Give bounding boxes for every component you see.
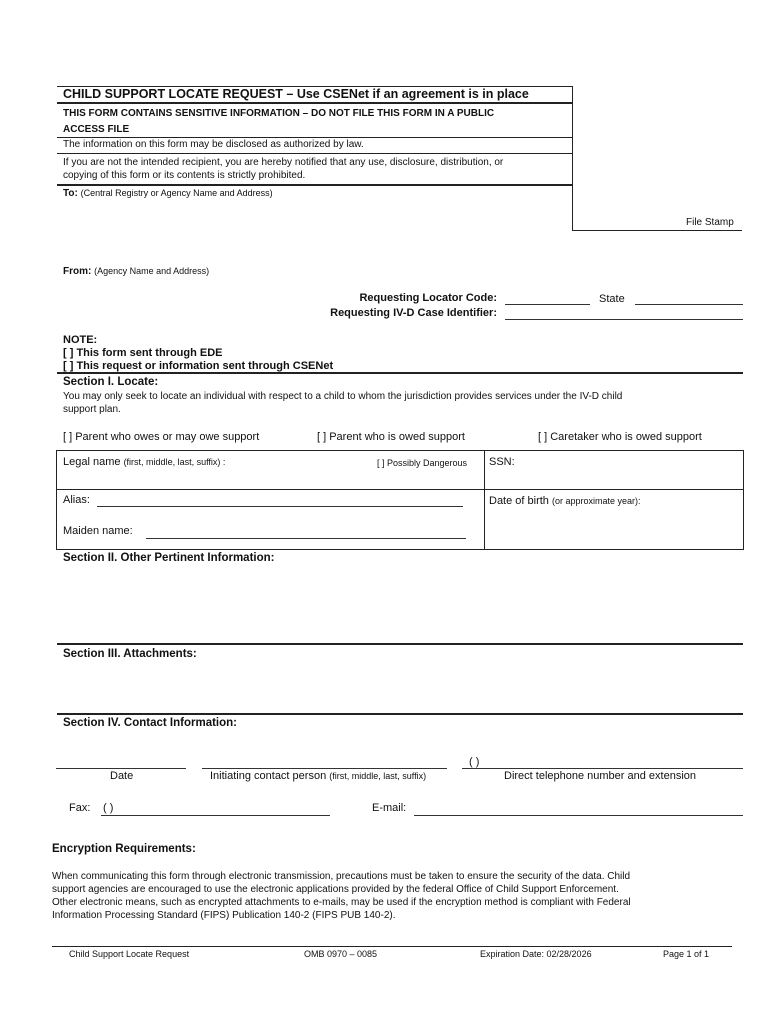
section-1-title: Section I. Locate: xyxy=(63,376,159,388)
maiden-name-label: Maiden name: xyxy=(63,525,133,537)
section-rule xyxy=(57,643,743,645)
encryption-text: Other electronic means, such as encrypted attachments to e-mails, may be used if the encryption method is compliant with Federal xyxy=(52,897,631,908)
person-box-divider xyxy=(56,489,744,490)
sensitive-warning-cont: ACCESS FILE xyxy=(63,124,130,135)
footer-omb: OMB 0970 – 0085 xyxy=(304,949,378,959)
file-stamp-border xyxy=(572,230,742,231)
fax-area-code: ( ) xyxy=(103,802,114,814)
csenet-checkbox[interactable]: [ ] This request or information sent through CSENet xyxy=(63,360,334,372)
email-field[interactable] xyxy=(414,802,743,816)
footer-form-name: Child Support Locate Request xyxy=(69,949,190,959)
legal-name-line xyxy=(63,456,225,468)
ssn-label: SSN: xyxy=(489,456,515,468)
section-3-title: Section III. Attachments: xyxy=(63,648,197,660)
footer-page: Page 1 of 1 xyxy=(663,949,710,959)
contact-person-field[interactable] xyxy=(202,756,447,769)
case-id-field[interactable] xyxy=(505,307,743,320)
section-1-text-cont: support plan. xyxy=(63,404,121,415)
maiden-name-field[interactable] xyxy=(146,526,466,539)
fax-label: Fax: xyxy=(69,802,91,814)
encryption-text: Information Processing Standard (FIPS) Publication 140-2 (FIPS PUB 140-2). xyxy=(52,910,396,921)
date-field[interactable] xyxy=(56,756,186,769)
recipient-notice: If you are not the intended recipient, you are hereby notified that any use, disclosure, distribution, or xyxy=(63,157,504,168)
fax-field[interactable] xyxy=(101,802,330,816)
section-2-title: Section II. Other Pertinent Information: xyxy=(63,552,275,564)
pertinent-info-area[interactable] xyxy=(57,568,743,642)
header-rule xyxy=(57,137,573,138)
dob-hint: (or approximate year): xyxy=(551,496,641,506)
note-label: NOTE: xyxy=(63,334,98,346)
header-rule xyxy=(57,153,573,154)
encryption-text: When communicating this form through electronic transmission, precautions must be taken to ensure the security of the data. Child xyxy=(52,871,631,882)
contact-person-hint: (first, middle, last, suffix) xyxy=(329,771,427,781)
footer-expiration: Expiration Date: 02/28/2026 xyxy=(480,949,592,959)
phone-field[interactable] xyxy=(462,756,743,769)
to-line xyxy=(63,188,273,199)
file-stamp-border xyxy=(572,86,573,231)
alias-label: Alias: xyxy=(63,494,90,506)
case-id-label: Requesting IV-D Case Identifier: xyxy=(330,307,497,319)
file-stamp-label: File Stamp xyxy=(686,217,734,228)
locator-code-field[interactable] xyxy=(505,292,590,305)
person-box-divider xyxy=(484,450,485,549)
phone-area-code: ( ) xyxy=(469,756,480,768)
attachments-area[interactable] xyxy=(57,664,743,712)
recipient-notice-cont: copying of this form or its contents is strictly prohibited. xyxy=(63,170,306,181)
phone-label: Direct telephone number and extension xyxy=(504,770,697,782)
disclosure-text: The information on this form may be disclosed as authorized by law. xyxy=(63,139,364,150)
header-rule xyxy=(57,184,573,186)
contact-person-line xyxy=(210,770,426,782)
locator-code-label: Requesting Locator Code: xyxy=(359,292,497,304)
state-field[interactable] xyxy=(635,292,743,305)
section-4-title: Section IV. Contact Information: xyxy=(63,717,238,729)
section-rule xyxy=(57,372,743,374)
email-label: E-mail: xyxy=(372,802,407,814)
option-parent-owed[interactable]: [ ] Parent who is owed support xyxy=(317,431,465,443)
legal-name-hint: (first, middle, last, suffix) : xyxy=(123,457,226,467)
possibly-dangerous-checkbox[interactable]: [ ] Possibly Dangerous xyxy=(377,458,468,468)
form-title: CHILD SUPPORT LOCATE REQUEST – Use CSENet if an agreement is in place xyxy=(63,87,529,101)
dob-label: Date of birth xyxy=(489,495,549,507)
date-label: Date xyxy=(110,770,134,782)
header-rule xyxy=(57,102,573,104)
state-label: State xyxy=(599,293,625,305)
dob-line xyxy=(489,495,641,507)
from-hint: (Agency Name and Address) xyxy=(94,266,210,276)
to-label: To: xyxy=(63,188,78,199)
ede-checkbox[interactable]: [ ] This form sent through EDE xyxy=(63,347,223,359)
section-rule xyxy=(57,713,743,715)
contact-person-label: Initiating contact person xyxy=(210,770,327,782)
to-hint: (Central Registry or Agency Name and Address) xyxy=(80,188,273,198)
sensitive-warning: THIS FORM CONTAINS SENSITIVE INFORMATION – DO NOT FILE THIS FORM IN A PUBLIC xyxy=(63,108,495,119)
option-caretaker[interactable]: [ ] Caretaker who is owed support xyxy=(538,431,702,443)
encryption-text: support agencies are encouraged to use the electronic applications provided by the federal Office of Child Support Enforcement. xyxy=(52,884,619,895)
from-line xyxy=(63,266,209,277)
encryption-title: Encryption Requirements: xyxy=(52,843,196,855)
option-parent-owes[interactable]: [ ] Parent who owes or may owe support xyxy=(63,431,260,443)
section-1-text: You may only seek to locate an individual with respect to a child to whom the jurisdiction provides services under the IV-D child xyxy=(63,391,623,402)
alias-field[interactable] xyxy=(97,494,463,507)
from-label: From: xyxy=(63,266,92,277)
footer-rule xyxy=(52,946,732,947)
legal-name-label: Legal name xyxy=(63,456,121,468)
